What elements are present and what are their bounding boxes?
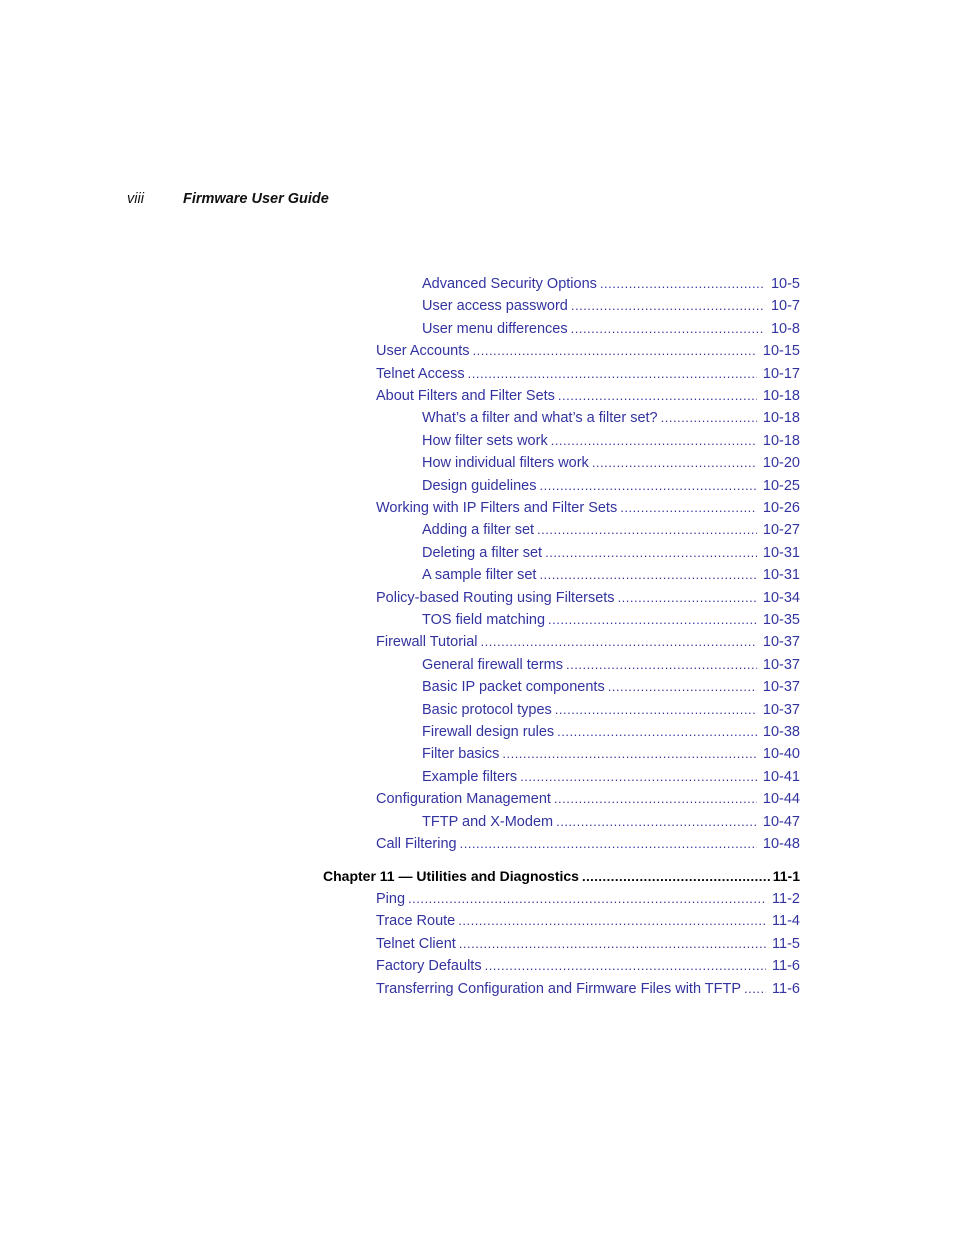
toc-chapter-page: 11-1 [772,868,800,884]
toc-entry-page: 10-18 [762,410,800,427]
toc-entry[interactable] [422,766,800,788]
toc-leader-dots [537,519,757,541]
toc-entry[interactable] [376,385,800,407]
toc-entry-page: 10-25 [762,477,800,494]
toc-entry-title: Factory Defaults [376,958,482,975]
page-number: viii [127,191,144,207]
toc-leader-dots [566,654,757,676]
toc-entry-page: 10-47 [762,813,800,830]
toc-entry-title: Policy-based Routing using Filtersets [376,589,615,606]
toc-leader-dots [571,318,765,340]
toc-entry[interactable] [422,743,800,765]
toc-entry-title: Example filters [422,768,518,785]
toc-leader-dots [481,631,757,653]
toc-entry-page: 10-8 [770,320,800,337]
toc-entry[interactable] [422,273,800,295]
toc-entry-title: User menu differences [422,320,568,337]
toc-entry-title: A sample filter set [422,567,537,584]
toc-entry-page: 10-17 [762,365,800,382]
toc-chapter-entry[interactable] [323,865,800,887]
toc-entry-title: Trace Route [376,913,456,930]
toc-leader-dots [554,788,757,810]
toc-entry-title: How individual filters work [422,455,589,472]
toc-entry[interactable] [422,407,800,429]
toc-entry[interactable] [422,475,800,497]
toc-entry-title: Working with IP Filters and Filter Sets [376,500,618,516]
toc-leader-dots [551,430,757,452]
toc-entry-page: 10-41 [762,768,800,785]
toc-entry-page: 11-5 [772,935,800,952]
running-header [127,191,329,207]
toc-entry-page: 10-18 [762,388,800,404]
toc-entry-page: 10-38 [762,724,800,740]
toc-entry-page: 10-34 [762,589,800,606]
toc-entry-title: Basic IP packet components [422,679,605,696]
toc-entry-page: 10-37 [762,634,800,651]
toc-entry-title: TOS field matching [422,612,546,628]
toc-entry-page: 10-18 [762,432,800,449]
toc-entry-page: 10-37 [762,701,800,718]
toc-entry[interactable] [422,699,800,721]
toc-entry-title: What’s a filter and what’s a filter set? [422,410,658,427]
toc-leader-dots [661,407,757,429]
toc-leader-dots [592,452,757,474]
toc-leader-dots [620,497,757,519]
toc-entry[interactable] [376,978,800,1000]
toc-leader-dots [468,363,757,385]
toc-entry[interactable] [422,721,800,743]
toc-leader-dots [458,910,766,932]
toc-leader-dots [502,743,757,765]
toc-chapter-title: Chapter 11 — Utilities and Diagnostics [323,868,579,884]
toc-entry[interactable] [376,340,800,362]
toc-entry[interactable] [376,631,800,653]
toc-entry[interactable] [422,318,800,340]
toc-entry-title: TFTP and X-Modem [422,813,554,830]
toc-entry-title: Configuration Management [376,791,551,808]
toc-entry-title: Call Filtering [376,836,457,852]
toc-entry-title: Design guidelines [422,477,537,494]
toc-entry-title: Firewall design rules [422,724,555,740]
toc-leader-dots [459,933,766,955]
toc-leader-dots [539,475,756,497]
toc-entry-page: 10-40 [762,746,800,763]
toc-entry-page: 10-48 [762,836,800,852]
toc-leader-dots [557,721,757,743]
toc-entry-title: User Accounts [376,343,470,360]
toc-entry-title: How filter sets work [422,432,548,449]
toc-entry[interactable] [376,910,800,932]
toc-leader-dots [618,587,757,609]
toc-leader-dots [608,676,757,698]
toc-entry-page: 10-31 [762,567,800,584]
toc-entry[interactable] [376,363,800,385]
toc-entry-page: 11-4 [772,913,800,930]
toc-leader-dots [600,273,765,295]
toc-entry-title: Adding a filter set [422,522,535,539]
toc-entry-title: Telnet Client [376,935,456,952]
toc-leader-dots [545,542,757,564]
toc-entry[interactable] [422,295,800,317]
toc-entry[interactable] [376,933,800,955]
toc-entry[interactable] [376,788,800,810]
toc-entry-title: User access password [422,298,568,315]
toc-entry-title: Advanced Security Options [422,276,597,292]
toc-leader-dots [571,295,765,317]
toc-leader-dots [485,955,766,977]
toc-entry-page: 10-37 [762,679,800,696]
toc-entry[interactable] [376,587,800,609]
toc-entry-page: 10-35 [762,612,800,628]
toc-entry[interactable] [422,452,800,474]
toc-entry[interactable] [422,430,800,452]
toc-entry[interactable] [376,888,800,910]
toc-entry-page: 10-20 [762,455,800,472]
toc-entry-title: Transferring Configuration and Firmware Files with TFTP [376,980,742,997]
toc-entry[interactable] [376,497,800,519]
toc-entry[interactable] [422,811,800,833]
toc-leader-dots [558,385,757,407]
toc-entry-title: About Filters and Filter Sets [376,388,555,404]
toc-leader-dots [539,564,756,586]
toc-entry[interactable] [376,955,800,977]
toc-entry-title: Firewall Tutorial [376,634,478,651]
toc-entry-page: 10-7 [770,298,800,315]
toc-entry-title: General firewall terms [422,656,564,673]
toc-entry[interactable] [422,542,800,564]
toc-leader-dots [548,609,757,631]
toc-entry-page: 10-27 [762,522,800,539]
toc-entry-title: Deleting a filter set [422,544,543,561]
toc-entry-page: 11-6 [772,958,800,975]
toc-entry[interactable] [376,833,800,855]
toc-entry[interactable] [422,654,800,676]
toc-entry-page: 11-2 [772,891,800,907]
toc-leader-dots [520,766,757,788]
toc-entry-title: Ping [376,891,406,907]
toc-entry-page: 10-5 [770,276,800,292]
toc-leader-dots [744,978,766,1000]
toc-entry-page: 10-31 [762,544,800,561]
book-title: Firmware User Guide [183,191,329,207]
toc-entry[interactable] [422,609,800,631]
toc-leader-dots [556,811,757,833]
toc-entry-title: Telnet Access [376,365,465,382]
toc-entry-page: 11-6 [772,980,800,997]
toc-entry-title: Basic protocol types [422,701,552,718]
toc-leader-dots [555,699,757,721]
toc-leader-dots [460,833,757,855]
toc-entry-page: 10-44 [762,791,800,808]
toc-entry[interactable] [422,519,800,541]
toc-entry-page: 10-26 [762,500,800,516]
toc-leader-dots [408,888,766,910]
toc-entry-title: Filter basics [422,746,500,763]
toc-leader-dots [473,340,757,362]
toc-leader-dots [582,866,771,888]
toc-entry[interactable] [422,676,800,698]
toc-entry[interactable] [422,564,800,586]
toc-entry-page: 10-37 [762,656,800,673]
toc-entry-page: 10-15 [762,343,800,360]
